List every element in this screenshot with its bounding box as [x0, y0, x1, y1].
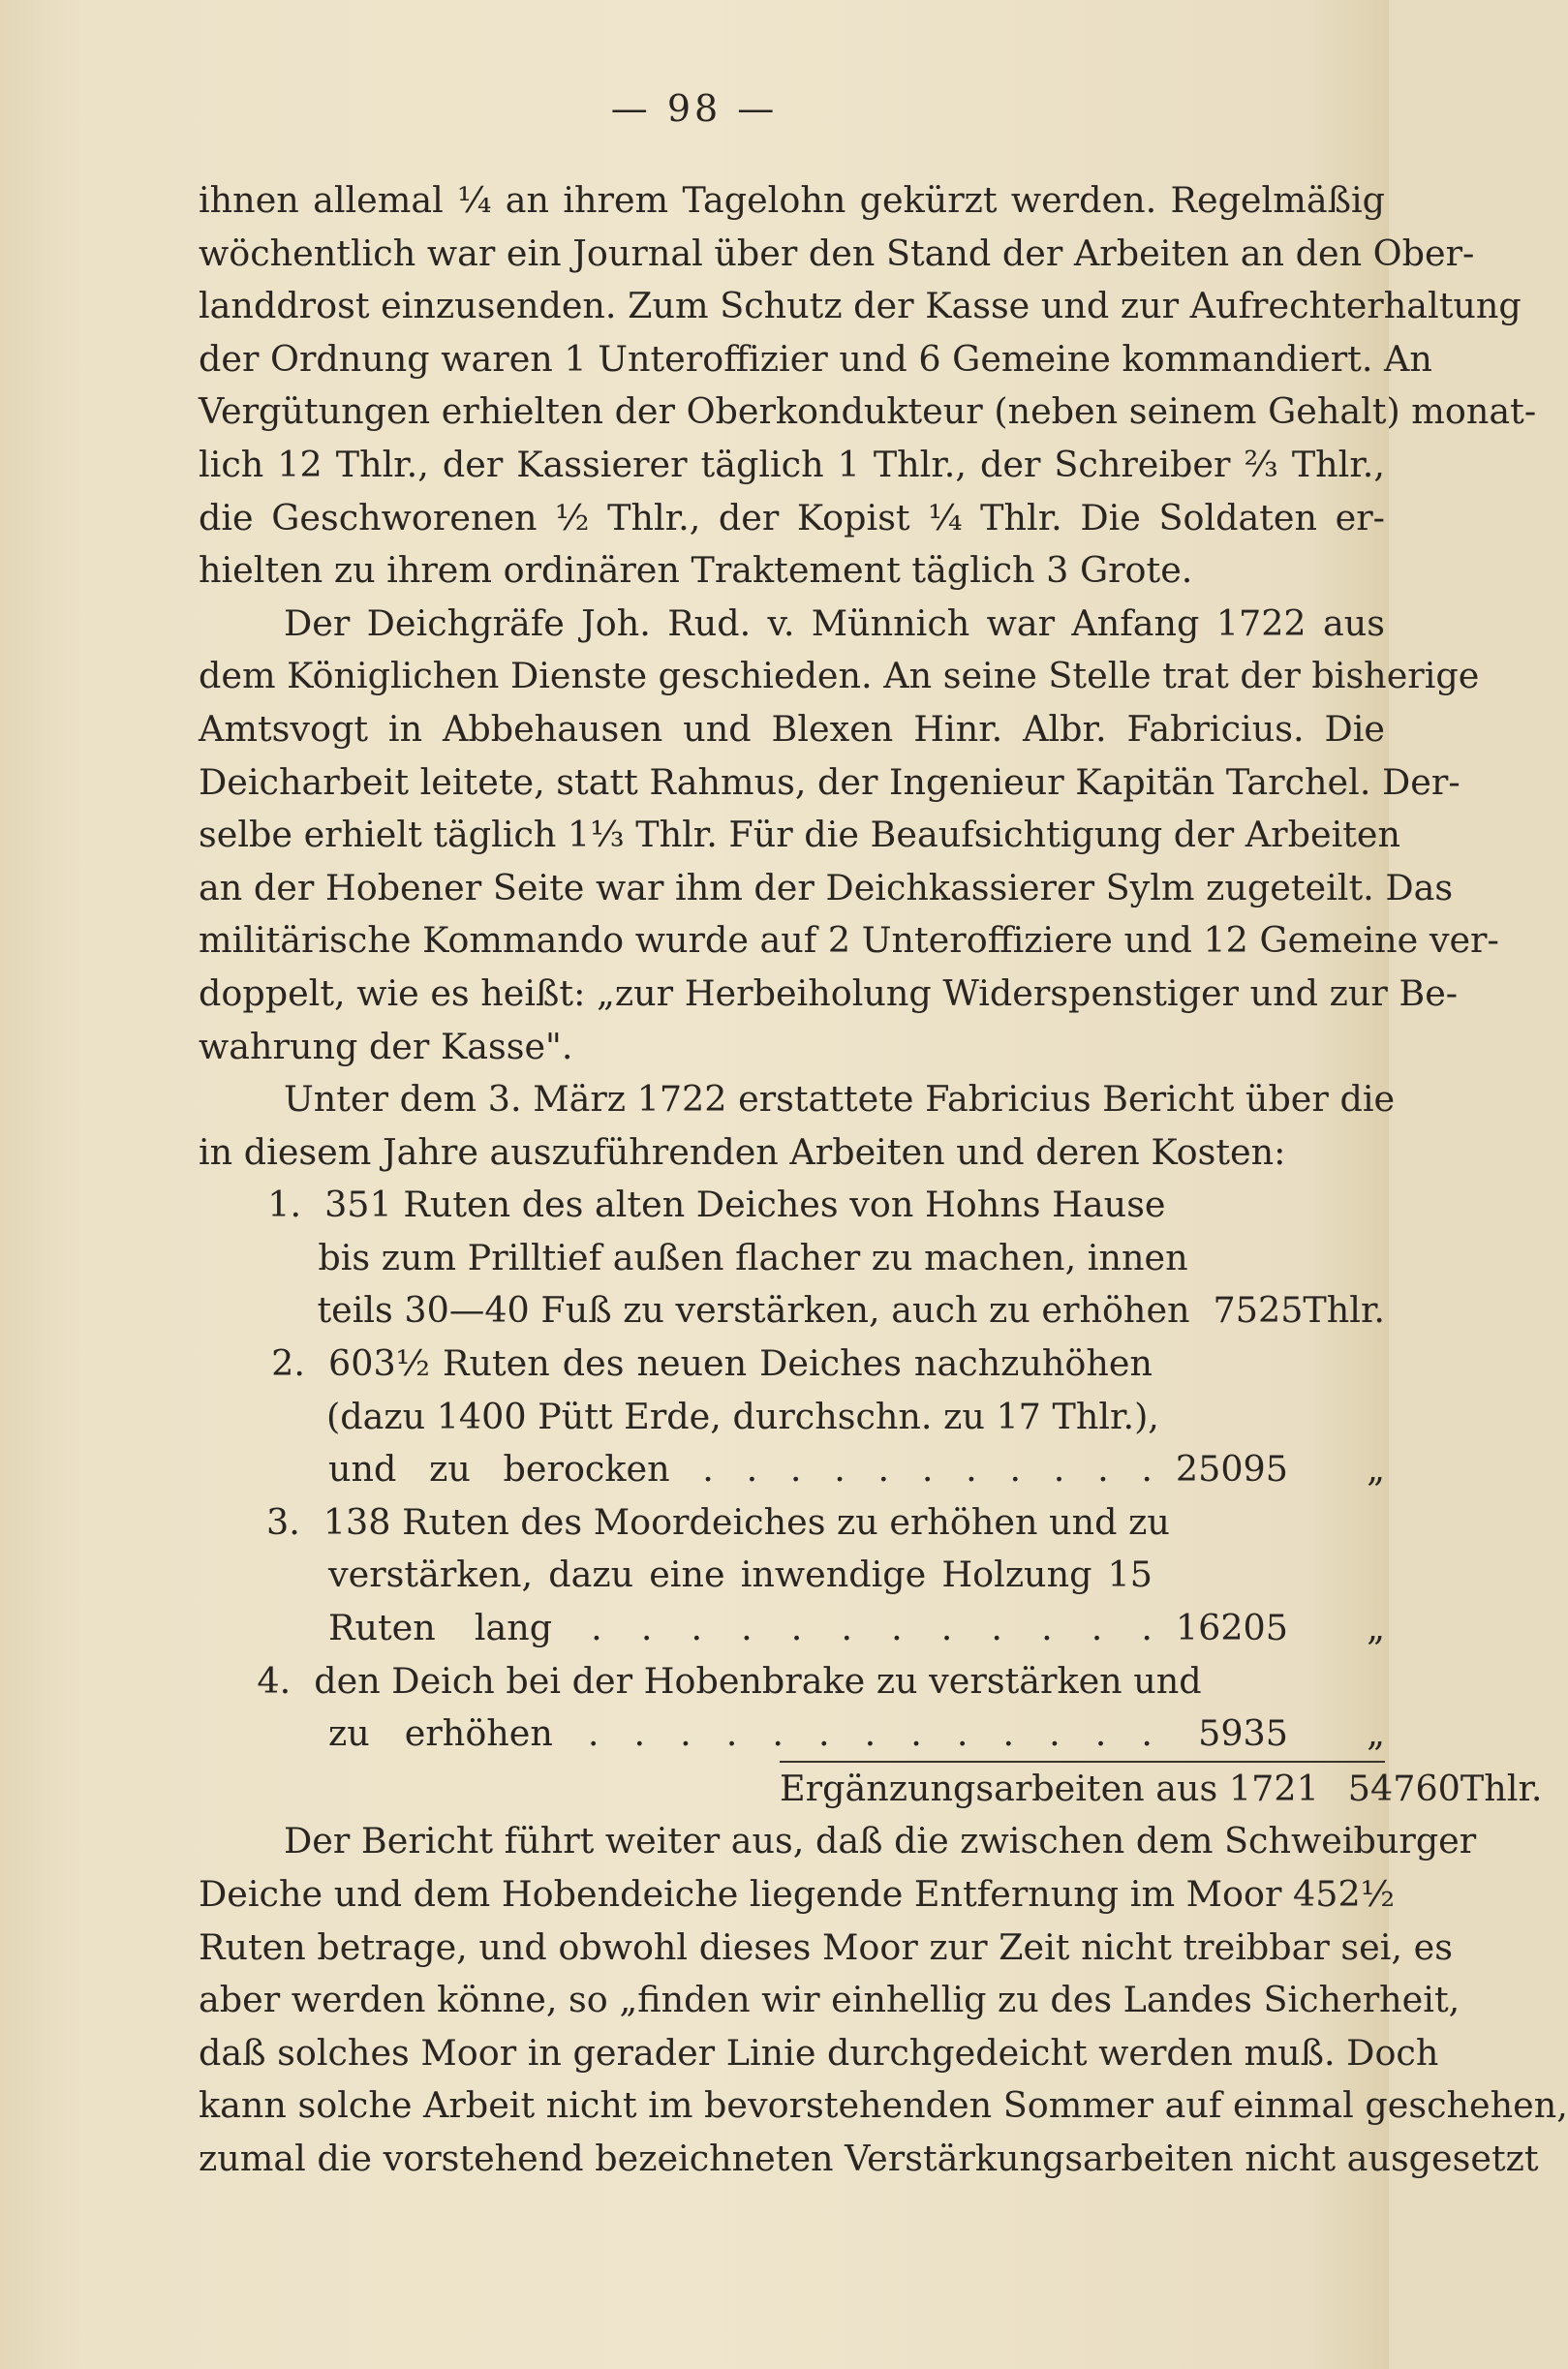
item-number: 1.: [267, 1184, 302, 1226]
text-line: zumal die vorstehend bezeichneten Verstärkungsarbeiten nicht ausgesetzt: [199, 2137, 1539, 2179]
item-text: verstärken, dazu eine inwendige Holzung 15: [328, 1554, 1153, 1596]
text-line: Ruten betrage, und obwohl dieses Moor zur Zeit nicht treibbar sei, es: [199, 1925, 1453, 1968]
item-unit: Thlr.: [1303, 1289, 1385, 1332]
cost-item: [199, 1655, 1385, 1708]
text-line: militärische Kommando wurde auf 2 Unteroffiziere und 12 Gemeine ver-: [199, 919, 1499, 962]
text-line: Amtsvogt in Abbehausen und Blexen Hinr. Albr. Fabricius. Die: [199, 707, 1385, 750]
item-text: teils 30—40 Fuß zu verstärken, auch zu erhöhen: [317, 1289, 1190, 1332]
cost-item: [199, 1496, 1385, 1550]
sum-label: Ergänzungsarbeiten aus 1721: [780, 1767, 1319, 1809]
item-amount: 5935: [1198, 1712, 1288, 1755]
text-line: hielten zu ihrem ordinären Traktement täglich 3 Grote.: [199, 549, 1193, 592]
item-text: (dazu 1400 Pütt Erde, durchschn. zu 17 Thlr.),: [325, 1395, 1159, 1437]
page-body: [199, 174, 1568, 2186]
text-line: wahrung der Kasse".: [199, 1025, 573, 1067]
text-line: an der Hobener Seite war ihm der Deichkassierer Sylm zugeteilt. Das: [199, 866, 1454, 908]
item-text: bis zum Prilltief außen flacher zu machen, innen: [318, 1236, 1188, 1278]
item-number: 3.: [265, 1500, 300, 1543]
text-line: Der Deichgräfe Joh. Rud. v. Münnich war Anfang 1722 aus: [284, 601, 1385, 644]
item-unit: „: [1367, 1448, 1385, 1491]
item-text: den Deich bei der Hobenbrake zu verstärken und: [314, 1659, 1202, 1702]
paragraph-3: [199, 1073, 1396, 1179]
item-text: zu erhöhen . . . . . . . . . . . . .: [328, 1712, 1153, 1755]
text-line: kann solche Arbeit nicht im bevorstehenden Sommer auf einmal geschehen,: [199, 2084, 1568, 2127]
text-line: daß solches Moor in gerader Linie durchgedeicht werden muß. Doch: [199, 2031, 1439, 2074]
paragraph-2: [199, 598, 1499, 1073]
text-line: Unter dem 3. März 1722 erstattete Fabricius Bericht über die: [284, 1078, 1396, 1121]
text-line: ihnen allemal ¼ an ihrem Tagelohn gekürzt werden. Regelmäßig: [199, 179, 1385, 221]
text-line: Der Bericht führt weiter aus, daß die zwischen dem Schweiburger: [284, 1820, 1477, 1862]
item-text: Ruten lang . . . . . . . . . . . .: [328, 1607, 1153, 1649]
item-amount: 7525: [1213, 1289, 1304, 1332]
text-line: lich 12 Thlr., der Kassierer täglich 1 Thlr., der Schreiber ⅔ Thlr.,: [199, 443, 1385, 485]
sum-amount: 54760: [1347, 1767, 1460, 1809]
item-text: 603½ Ruten des neuen Deiches nachzuhöhen: [328, 1342, 1153, 1385]
item-unit: „: [1367, 1712, 1385, 1755]
text-line: wöchentlich war ein Journal über den Stand der Arbeiten an den Ober-: [199, 231, 1475, 274]
text-line: aber werden könne, so „finden wir einhellig zu des Landes Sicherheit,: [199, 1979, 1460, 2021]
item-amount: 16205: [1175, 1607, 1288, 1649]
text-line: die Geschworenen ½ Thlr., der Kopist ¼ Thlr. Die Soldaten er-: [199, 496, 1385, 538]
text-line: selbe erhielt täglich 1⅓ Thlr. Für die Beaufsichtigung der Arbeiten: [199, 814, 1401, 856]
item-number: 4.: [257, 1659, 292, 1702]
text-line: in diesem Jahre auszuführenden Arbeiten und deren Kosten:: [199, 1130, 1286, 1173]
item-text: 138 Ruten des Moordeiches zu erhöhen und zu: [323, 1500, 1170, 1543]
cost-item: [199, 1338, 1385, 1391]
cost-item: [199, 1179, 1385, 1232]
item-unit: „: [1367, 1607, 1385, 1649]
text-line: Deiche und dem Hobendeiche liegende Entfernung im Moor 452½: [199, 1873, 1396, 1915]
item-text: 351 Ruten des alten Deiches von Hohns Hause: [324, 1184, 1166, 1226]
sum-row: [780, 1761, 1543, 1816]
item-text: und zu berocken . . . . . . . . . . .: [328, 1448, 1153, 1491]
text-line: doppelt, wie es heißt: „zur Herbeiholung Widerspenstiger und zur Be-: [199, 971, 1459, 1014]
text-line: landdrost einzusenden. Zum Schutz der Kasse und zur Aufrechterhaltung: [199, 285, 1522, 327]
sum-unit: Thlr.: [1460, 1767, 1543, 1809]
page-number: — 98 —: [610, 87, 779, 130]
item-number: 2.: [271, 1342, 305, 1385]
paragraph-4: [199, 1815, 1568, 2185]
cost-list: [199, 1179, 1543, 1815]
text-line: Vergütungen erhielten der Oberkondukteur (neben seinem Gehalt) monat-: [199, 390, 1537, 433]
paragraph-1: [199, 174, 1537, 598]
text-line: dem Königlichen Dienste geschieden. An seine Stelle trat der bisherige: [199, 655, 1480, 697]
text-line: der Ordnung waren 1 Unteroffizier und 6 Gemeine kommandiert. An: [199, 337, 1432, 380]
text-line: Deicharbeit leitete, statt Rahmus, der Ingenieur Kapitän Tarchel. Der-: [199, 760, 1460, 803]
item-amount: 25095: [1175, 1448, 1288, 1491]
